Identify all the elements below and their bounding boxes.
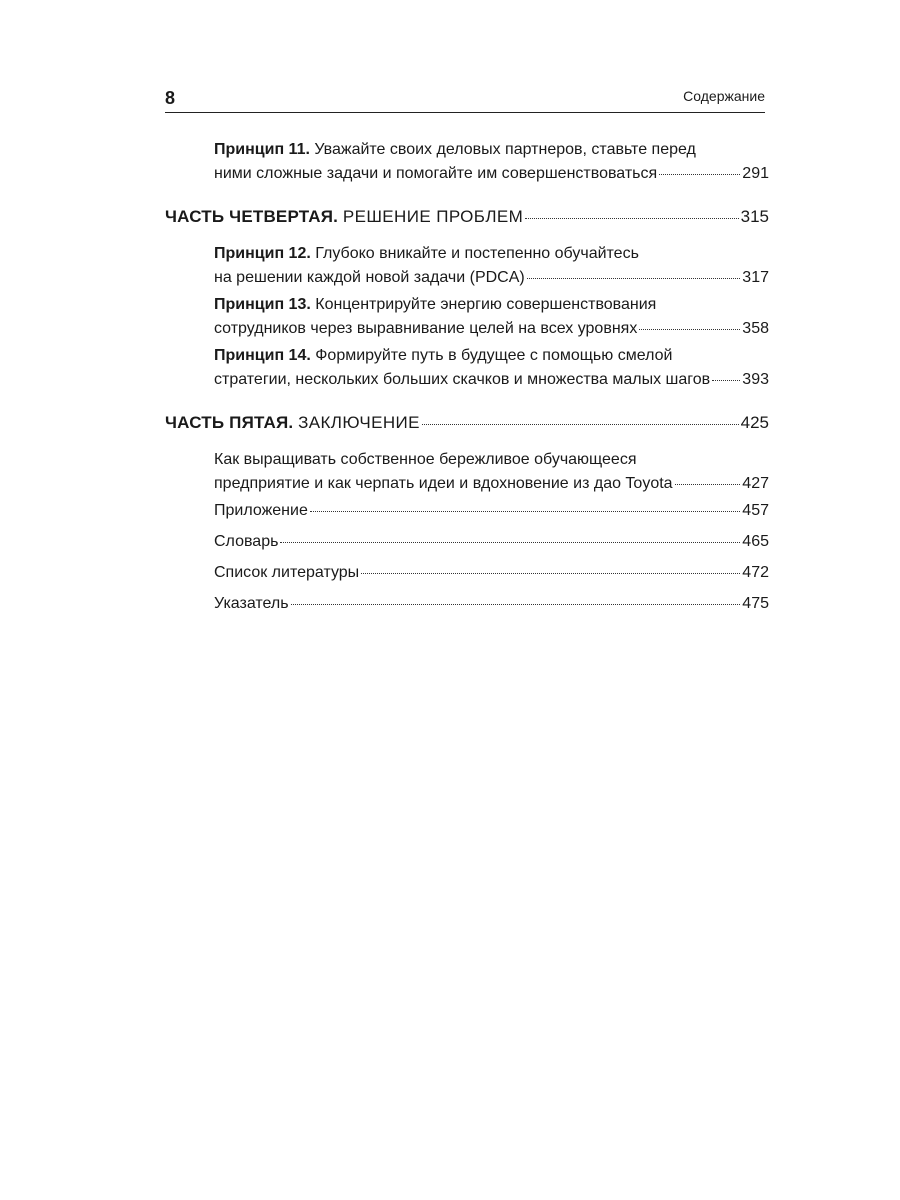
toc-entry-principle-12[interactable] [214,242,769,290]
dot-leader [527,278,741,279]
toc-entry-glossary[interactable] [214,530,769,554]
dot-leader [525,218,738,219]
part-label: ЧАСТЬ ПЯТАЯ. [165,413,294,432]
part-label: ЧАСТЬ ЧЕТВЕРТАЯ. [165,207,339,226]
dot-leader [280,542,740,543]
entry-lead: Принцип 12. [214,245,311,262]
entry-title-line1: Глубоко вникайте и постепенно обучайтесь [315,245,639,262]
page-number: 8 [165,88,176,108]
entry-title-line1: Концентрируйте энергию совершенствования [315,296,657,313]
entry-title-line2: сотрудников через выравнивание целей на всех уровнях [214,320,638,337]
entry-title-line1: Как выращивать собственное бережливое обучающееся [214,451,637,468]
toc-entry-conclusion-chapter[interactable] [214,448,769,496]
running-head [165,86,765,113]
entry-page-number: 315 [740,207,769,226]
entry-page-number: 475 [742,595,769,612]
dot-leader [659,174,740,175]
entry-page-number: 457 [742,502,769,519]
entry-title-line2: стратегии, нескольких больших скачков и множества малых шагов [214,371,711,388]
dot-leader [675,484,741,485]
entry-page-number: 465 [742,533,769,550]
dot-leader [639,329,740,330]
entry-lead: Принцип 13. [214,296,311,313]
toc-entry-index[interactable] [214,592,769,616]
entry-page-number: 358 [742,320,769,337]
toc-entry-appendix[interactable] [214,499,769,523]
part-title: ЗАКЛЮЧЕНИЕ [298,413,420,432]
dot-leader [422,424,739,425]
entry-title: Приложение [214,502,308,519]
dot-leader [310,511,740,512]
toc-part-five[interactable] [165,411,769,435]
toc-entry-bibliography[interactable] [214,561,769,585]
entry-title-line2: на решении каждой новой задачи (PDCA) [214,269,525,286]
toc-entry-principle-11[interactable] [214,138,769,186]
entry-page-number: 291 [742,165,769,182]
entry-lead: Принцип 11. [214,141,310,158]
entry-title: Указатель [214,595,289,612]
entry-lead: Принцип 14. [214,347,311,364]
entry-title-line1: Уважайте своих деловых партнеров, ставьте перед [314,141,696,158]
entry-title: Список литературы [214,564,360,581]
entry-title-line1: Формируйте путь в будущее с помощью смелой [315,347,673,364]
dot-leader [291,604,741,605]
header-title: Содержание [683,88,765,104]
toc-entry-principle-14[interactable] [214,344,769,392]
entry-page-number: 427 [742,475,769,492]
toc-entry-principle-13[interactable] [214,293,769,341]
entry-title: Словарь [214,533,279,550]
dot-leader [361,573,740,574]
entry-page-number: 472 [742,564,769,581]
entry-title-line2: ними сложные задачи и помогайте им совершенствоваться [214,165,658,182]
part-title: РЕШЕНИЕ ПРОБЛЕМ [342,207,524,226]
entry-page-number: 393 [742,371,769,388]
entry-page-number: 425 [740,413,769,432]
entry-title-line2: предприятие и как черпать идеи и вдохновение из дао Toyota [214,475,673,492]
dot-leader [712,380,740,381]
toc-part-four[interactable] [165,205,769,229]
entry-page-number: 317 [742,269,769,286]
